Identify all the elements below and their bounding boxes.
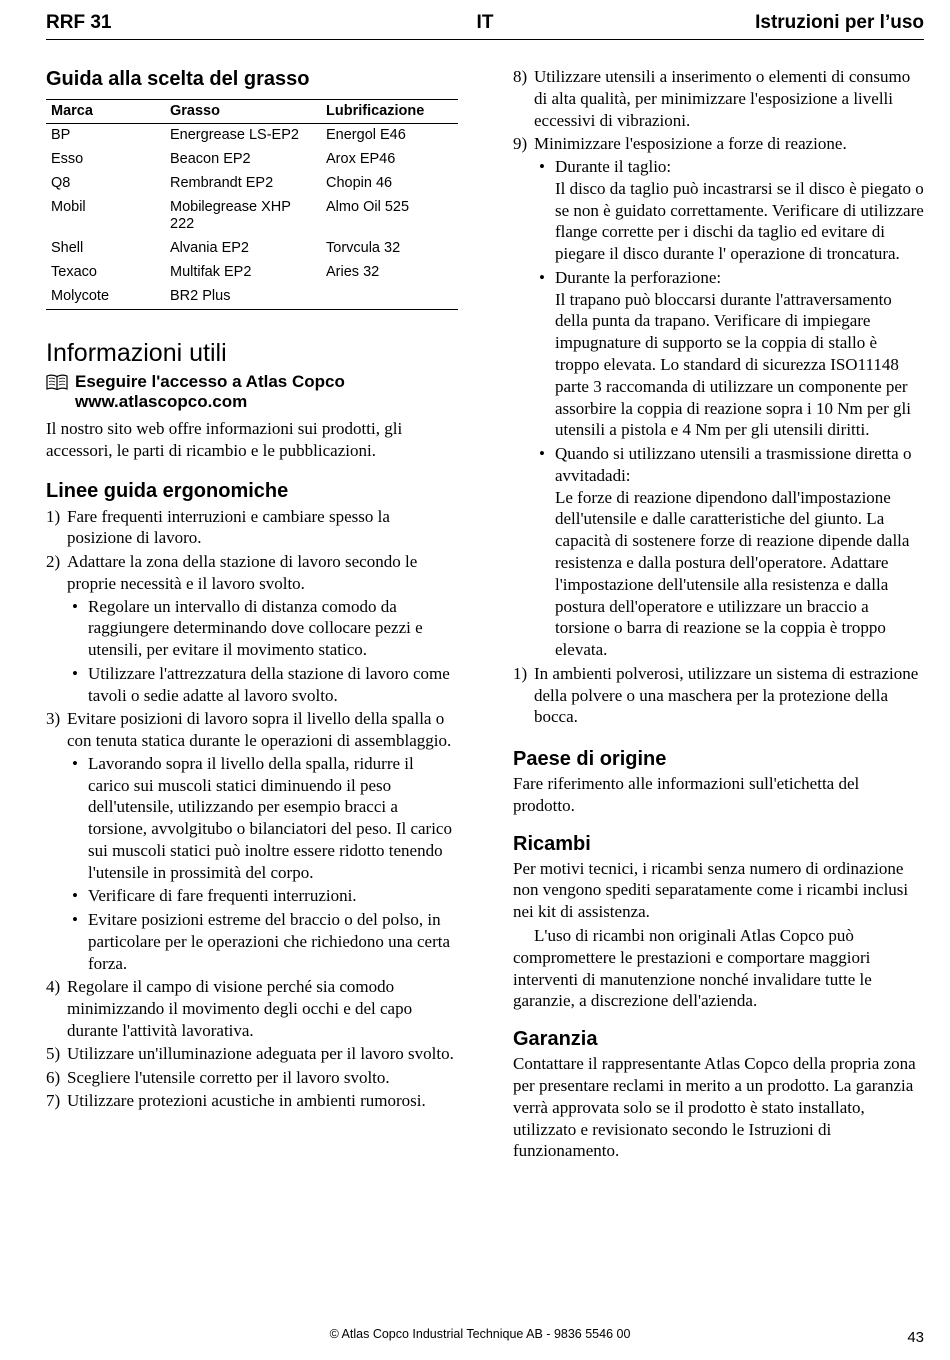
table-cell: Molycote xyxy=(51,288,110,304)
bullet-list xyxy=(534,156,925,661)
bullet-item xyxy=(534,267,925,441)
list-item-text: Minimizzare l'esposizione a forze di reazione. xyxy=(534,134,847,154)
spares-title: Ricambi xyxy=(513,832,591,855)
bullet-item: • Verificare di fare frequenti interruzioni. xyxy=(67,885,458,907)
list-number: 7) xyxy=(46,1091,61,1111)
book-icon xyxy=(46,374,68,391)
grease-guide-title: Guida alla scelta del grasso xyxy=(46,68,310,90)
bullet-item: • Utilizzare l'attrezzatura della stazione di lavoro come tavoli o sedie adatte al lavoro svolto. xyxy=(67,663,458,707)
table-cell: Energol E46 xyxy=(326,127,406,143)
bullet-text: • Quando si utilizzano utensili a trasmissione diretta o avvitadadi: Le forze di reazione dipendono dall'impostazione dell'utensile e dalle caratteristiche del giunto. La capacità di sostenere forze di reazione dipende dalla resistenza e dalla postura dell'operatore. Adattare l'impostazione dell'utensile alla resistenza e dalla postura dell'operatore e utilizzare un braccio a torsione o barra di reazione se la coppia è troppo elevata. xyxy=(555,443,912,660)
ergonomics-list-continued xyxy=(513,66,925,728)
list-number: 5) xyxy=(46,1044,61,1064)
list-item xyxy=(513,663,925,728)
list-item xyxy=(46,1043,458,1065)
language-code: IT xyxy=(476,12,494,33)
website-access xyxy=(46,372,458,412)
column-header: Marca xyxy=(46,100,165,124)
access-text: Eseguire l'accesso a Atlas Copco xyxy=(75,372,345,391)
list-item-text: Fare frequenti interruzioni e cambiare spesso la posizione di lavoro. xyxy=(67,506,390,548)
table-cell: Alvania EP2 xyxy=(170,240,249,256)
page-number: 43 xyxy=(907,1329,924,1346)
bullet-text: • Durante il taglio: Il disco da taglio può incastrarsi se il disco è piegato o se non è guidato correttamente. Verificare di utilizzare flange corrette per i dischi da taglio ed evitare di piegare il disco durante l' operazione di troncatura. xyxy=(555,156,924,264)
table-cell: Shell xyxy=(51,240,84,256)
list-item xyxy=(513,133,925,661)
table-cell: Mobilegrease XHP 222 xyxy=(170,199,291,232)
table-cell: Energrease LS-EP2 xyxy=(170,127,299,143)
table-row xyxy=(46,261,458,285)
bullet-item xyxy=(534,443,925,661)
list-number: 3) xyxy=(46,709,61,729)
table-cell: Almo Oil 525 xyxy=(326,199,410,215)
table-row xyxy=(46,148,458,172)
table-row xyxy=(46,124,458,149)
bullet-item xyxy=(534,156,925,265)
column-header: Lubrificazione xyxy=(321,100,458,124)
table-body xyxy=(46,124,458,310)
spares-paragraph: L'uso di ricambi non originali Atlas Copco può compromettere le prestazioni e comportare maggiori interventi di manutenzione nonché invalidare tutte le garanzie, a discrezione dell'azienda. xyxy=(513,926,872,1011)
bullet-list xyxy=(67,596,458,707)
table-cell: Rembrandt EP2 xyxy=(170,175,274,191)
table-cell: Texaco xyxy=(51,264,97,280)
origin-title: Paese di origine xyxy=(513,748,667,771)
table-cell xyxy=(321,285,458,310)
list-number: 9) xyxy=(513,134,528,154)
bullet-text: • Durante la perforazione: Il trapano può bloccarsi durante l'attraversamento della punta da trapano. Verificare di impiegare impugnature di supporto se la coppia di stallo è troppo elevata. Lo standard di sicurezza ISO11148 parte 3 raccomanda di utilizzare un componente per assorbire la coppia di reazione sopra i 10 Nm per gli utensili a pistola e 4 Nm per gli utensili diritti. xyxy=(555,267,911,440)
website-link[interactable]: www.atlascopco.com xyxy=(75,392,248,411)
list-item-text: Adattare la zona della stazione di lavoro secondo le proprie necessità e il lavoro svolto. xyxy=(67,551,418,593)
table-cell: Arox EP46 xyxy=(326,151,396,167)
bullet-item: • Evitare posizioni estreme del braccio o del polso, in particolare per le operazioni che richiedono una certa forza. xyxy=(67,909,458,974)
table-cell: Multifak EP2 xyxy=(170,264,252,280)
left-column xyxy=(46,64,458,1114)
info-title: Informazioni utili xyxy=(46,339,227,367)
list-item xyxy=(46,1090,458,1112)
list-number: 2) xyxy=(46,551,61,571)
ergonomics-list xyxy=(46,506,458,1113)
list-item-text: Regolare il campo di visione perché sia comodo minimizzando il movimento degli occhi e del capo durante l'attività lavorativa. xyxy=(67,977,413,1040)
list-item xyxy=(46,976,458,1041)
list-item xyxy=(46,551,458,706)
list-item xyxy=(513,66,925,131)
list-item xyxy=(46,506,458,550)
origin-text: Fare riferimento alle informazioni sull'etichetta del prodotto. xyxy=(513,774,860,815)
list-number: 6) xyxy=(46,1067,61,1087)
list-item xyxy=(46,1067,458,1089)
bullet-list xyxy=(67,753,458,975)
table-cell: Beacon EP2 xyxy=(170,151,251,167)
model-code: RRF 31 xyxy=(46,12,112,33)
list-number: 8) xyxy=(513,67,528,86)
table-cell: BP xyxy=(51,127,71,143)
list-number: 1) xyxy=(513,663,528,683)
info-text: Il nostro sito web offre informazioni sui prodotti, gli accessori, le parti di ricambio e le pubblicazioni. xyxy=(46,419,403,460)
list-item-text: Evitare posizioni di lavoro sopra il livello della spalla o con tenuta statica durante le operazioni di assemblaggio. xyxy=(67,709,452,750)
list-item-text: Scegliere l'utensile corretto per il lavoro svolto. xyxy=(67,1067,390,1087)
manual-title: Istruzioni per l’uso xyxy=(755,12,924,33)
column-header: Grasso xyxy=(165,100,321,124)
list-item xyxy=(46,708,458,974)
list-number: 4) xyxy=(46,977,61,997)
table-cell: Aries 32 xyxy=(326,264,380,280)
list-number: 1) xyxy=(46,506,61,526)
bullet-item: • Lavorando sopra il livello della spalla, ridurre il carico sui muscoli statici diminuendo il peso dell'utensile, utilizzando per esempio bracci a torsione, avvolgitubo o bilanciatori del peso. Il carico sui muscoli statici può inoltre essere ridotto tenendo l'utensile in prossimità del corpo. xyxy=(67,753,458,884)
page-header xyxy=(46,12,924,40)
table-cell: Torvcula 32 xyxy=(326,240,401,256)
warranty-text: Contattare il rappresentante Atlas Copco della propria zona per presentare reclami in merito a un prodotto. La garanzia verrà approvata solo se il prodotto è stato installato, utilizzato e revisionato secondo le Istruzioni di funzionamento. xyxy=(513,1054,916,1161)
warranty-title: Garanzia xyxy=(513,1028,598,1051)
right-column xyxy=(513,66,925,1162)
list-item-text: Utilizzare un'illuminazione adeguata per il lavoro svolto. xyxy=(67,1044,454,1064)
table-cell: Esso xyxy=(51,151,84,167)
table-row xyxy=(46,172,458,196)
table-cell: Chopin 46 xyxy=(326,175,393,191)
ergonomics-title: Linee guida ergonomiche xyxy=(46,479,289,502)
copyright: © Atlas Copco Industrial Technique AB - 9836 5546 00 xyxy=(329,1327,631,1341)
table-row xyxy=(46,285,458,310)
list-item-text: Utilizzare utensili a inserimento o elementi di consumo di alta qualità, per minimizzare l'esposizione a livelli eccessivi di vibrazioni. xyxy=(534,67,911,130)
bullet-item: • Regolare un intervallo di distanza comodo da raggiungere determinando dove collocare pezzi e utensili, per evitare il movimento statico. xyxy=(67,596,458,661)
table-row xyxy=(46,237,458,261)
table-header-row xyxy=(46,100,458,124)
grease-table xyxy=(46,99,458,310)
table-cell: Mobil xyxy=(51,199,86,215)
list-item-text: Utilizzare protezioni acustiche in ambienti rumorosi. xyxy=(67,1091,426,1111)
table-row xyxy=(46,196,458,237)
list-item-text: In ambienti polverosi, utilizzare un sistema di estrazione della polvere o una maschera per la protezione della bocca. xyxy=(534,663,919,727)
spares-paragraph: Per motivi tecnici, i ricambi senza numero di ordinazione non vengono spediti separatamente come i ricambi inclusi nei kit di assistenza. xyxy=(513,858,909,922)
table-cell: BR2 Plus xyxy=(170,288,231,304)
table-cell: Q8 xyxy=(51,175,71,191)
